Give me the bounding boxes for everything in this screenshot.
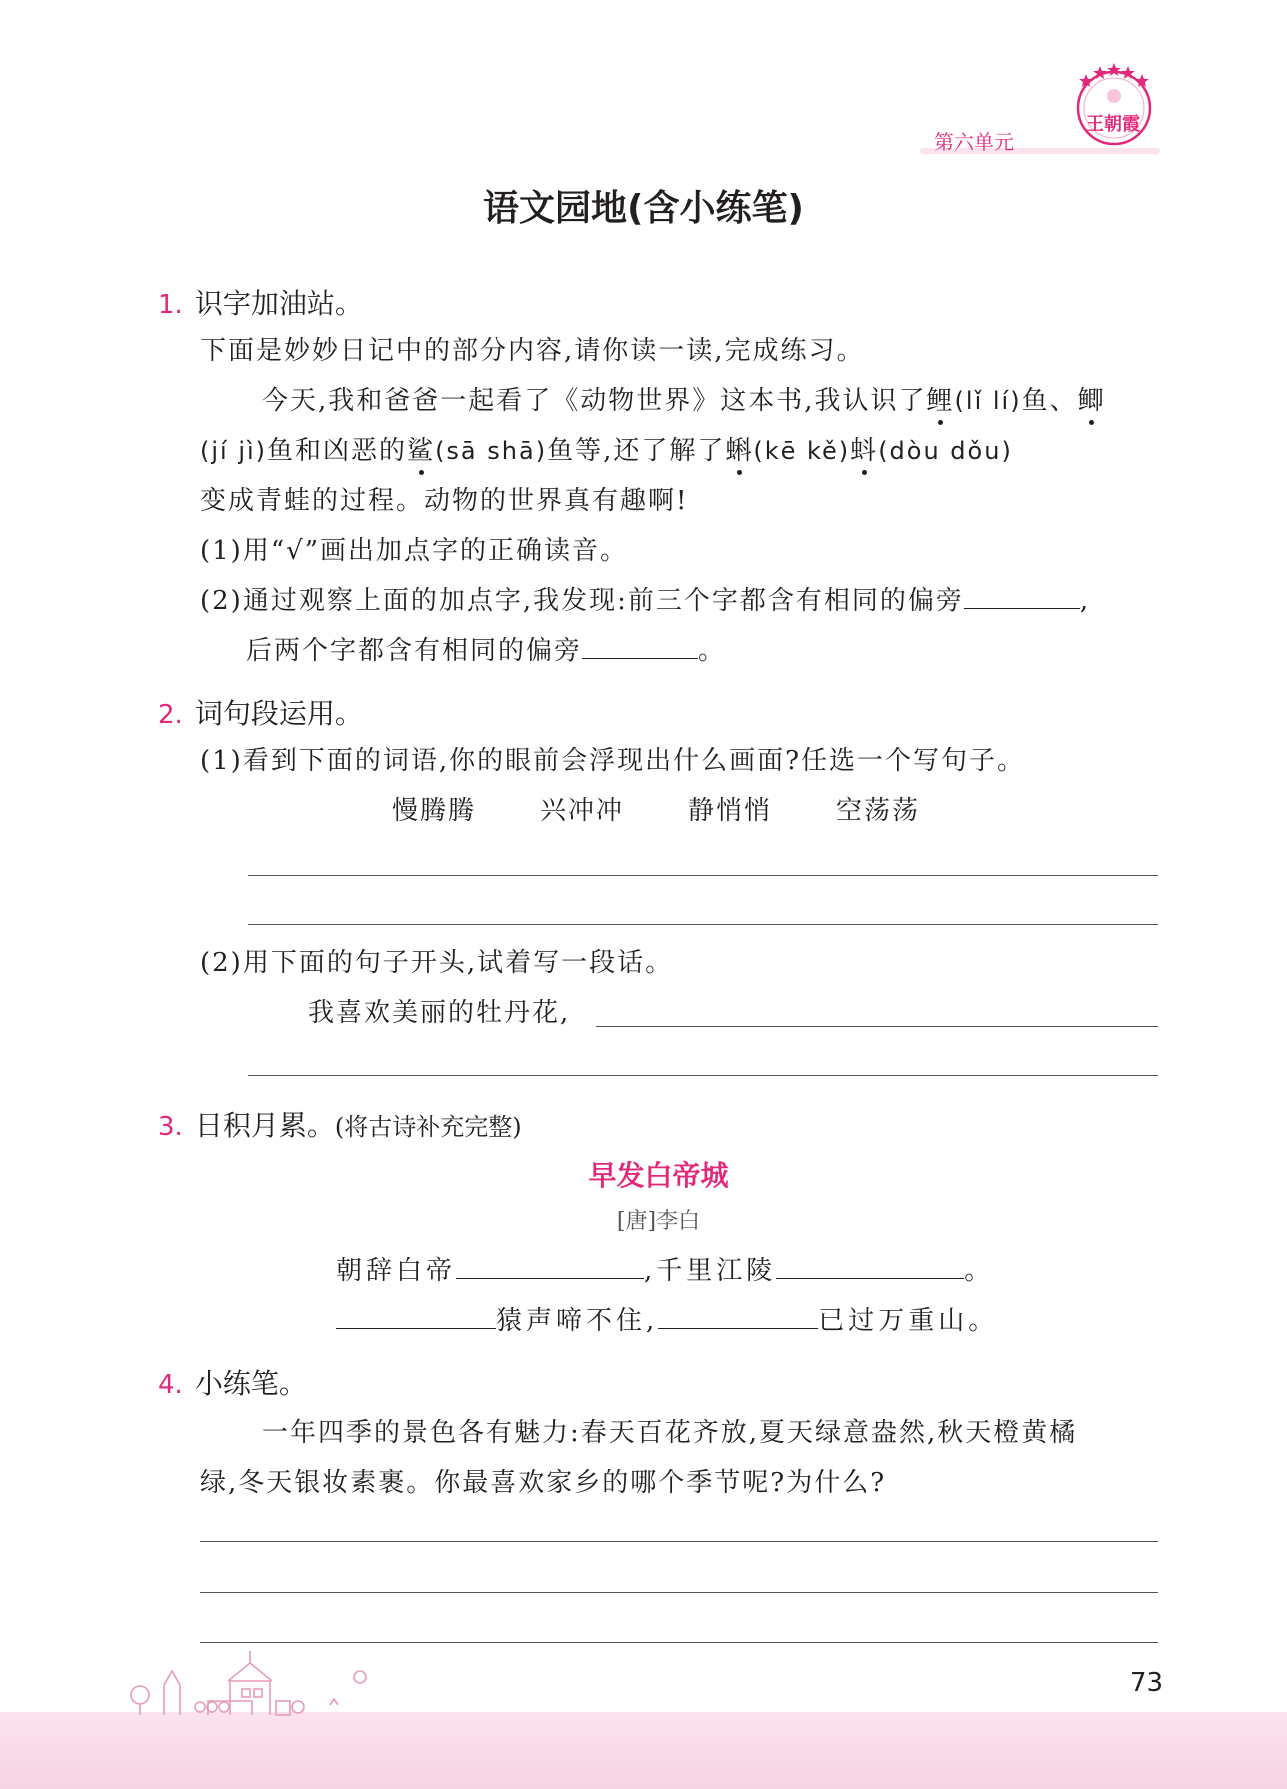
q1-heading <box>158 282 363 322</box>
q1-number: 1. <box>158 290 183 320</box>
answer-blank[interactable] <box>336 1327 496 1329</box>
diary-text: 鱼和凶恶的 <box>267 436 408 466</box>
q3-heading <box>158 1104 522 1144</box>
answer-blank[interactable] <box>582 657 698 659</box>
pinyin-choice: (jí jì) <box>200 437 268 465</box>
q2-word: 兴冲冲 <box>540 796 625 826</box>
q1-heading-text: 识字加油站。 <box>194 287 363 320</box>
q4-number: 4. <box>158 1370 183 1400</box>
q1-sub1: (1)用“√”画出加点字的正确读音。 <box>200 536 628 566</box>
q2-word-list <box>392 790 984 827</box>
q1-sub2-text: 后两个字都含有相同的偏旁 <box>246 636 583 666</box>
footer-band <box>0 1712 1287 1789</box>
q1-sub2-line1 <box>200 580 1090 617</box>
unit-label: 第六单元 <box>934 130 1014 154</box>
dotted-char: 鲨 <box>407 430 435 467</box>
q2-word: 静悄悄 <box>688 796 773 826</box>
q4-text-line2: 绿,冬天银妆素裹。你最喜欢家乡的哪个季节呢?为什么? <box>200 1468 887 1498</box>
q2-sub1: (1)看到下面的词语,你的眼前会浮现出什么画面?任选一个写句子。 <box>200 746 1026 776</box>
logo-badge-icon <box>1072 60 1156 150</box>
pinyin-choice: (dòu dǒu) <box>878 437 1013 465</box>
dotted-char: 蝌 <box>725 430 753 467</box>
q3-heading-text: 日积月累。 <box>194 1109 335 1142</box>
q1-sub2-period: 。 <box>698 636 727 666</box>
q1-sub2-comma: , <box>1079 586 1091 616</box>
castle-illustration-icon <box>120 1645 400 1717</box>
pinyin-choice: (kē kě) <box>753 437 851 465</box>
q4-heading <box>158 1362 307 1402</box>
answer-line[interactable] <box>248 875 1158 876</box>
poem-text: ,千里江陵 <box>644 1256 777 1286</box>
dotted-char: 蚪 <box>850 430 878 467</box>
q2-sentence-start: 我喜欢美丽的牡丹花, <box>308 998 571 1028</box>
q3-number: 3. <box>158 1112 183 1142</box>
q1-sub2-text: (2)通过观察上面的加点字,我发现:前三个字都含有相同的偏旁 <box>200 586 964 616</box>
q1-diary-line2 <box>200 430 1013 467</box>
dotted-char: 鲫 <box>1078 380 1106 417</box>
pinyin-choice: (sā shā) <box>435 437 548 465</box>
poem-text: 朝辞白帝 <box>336 1256 457 1286</box>
answer-line[interactable] <box>248 1075 1158 1076</box>
poem-title: 早发白帝城 <box>588 1159 729 1192</box>
logo-stamp <box>1072 60 1156 150</box>
poem-text: 已过万重山。 <box>818 1306 999 1336</box>
answer-blank[interactable] <box>456 1277 644 1279</box>
dotted-char: 鲤 <box>927 380 955 417</box>
diary-text: 今天,我和爸爸一起看了《动物世界》这本书,我认识了 <box>262 386 927 416</box>
answer-line[interactable] <box>200 1642 1158 1643</box>
answer-line[interactable] <box>200 1592 1158 1593</box>
q2-word: 空荡荡 <box>836 796 921 826</box>
answer-blank[interactable] <box>964 607 1080 609</box>
q4-heading-text: 小练笔。 <box>194 1367 307 1400</box>
q1-diary-line3: 变成青蛙的过程。动物的世界真有趣啊! <box>200 486 689 516</box>
answer-line[interactable] <box>200 1541 1158 1542</box>
q2-word: 慢腾腾 <box>392 796 477 826</box>
q2-heading-text: 词句段运用。 <box>194 697 363 730</box>
page-title: 语文园地(含小练笔) <box>483 188 804 229</box>
answer-blank[interactable] <box>658 1327 818 1329</box>
q2-number: 2. <box>158 700 183 730</box>
pinyin-choice: (lǐ lí) <box>954 387 1022 415</box>
logo-text: 王朝霞 <box>1086 114 1140 135</box>
diary-text: 鱼、 <box>1021 386 1078 416</box>
q1-intro: 下面是妙妙日记中的部分内容,请你读一读,完成练习。 <box>200 336 865 366</box>
answer-line[interactable] <box>596 1026 1158 1027</box>
q3-note: (将古诗补充完整) <box>334 1113 522 1141</box>
poem-line2 <box>336 1300 998 1337</box>
page-number: 73 <box>1130 1668 1164 1698</box>
q2-heading <box>158 692 363 732</box>
q4-text-line1: 一年四季的景色各有魅力:春天百花齐放,夏天绿意盎然,秋天橙黄橘 <box>262 1418 1078 1448</box>
answer-blank[interactable] <box>776 1277 964 1279</box>
answer-line[interactable] <box>248 924 1158 925</box>
q2-sub2: (2)用下面的句子开头,试着写一段话。 <box>200 948 674 978</box>
poem-text: 猿声啼不住, <box>496 1306 659 1336</box>
q1-diary-line1 <box>262 380 1106 417</box>
poem-line1 <box>336 1250 994 1287</box>
q1-sub2-line2 <box>246 630 726 667</box>
poem-text: 。 <box>964 1256 995 1286</box>
poem-author: [唐]李白 <box>616 1209 701 1234</box>
diary-text: 鱼等,还了解了 <box>547 436 726 466</box>
